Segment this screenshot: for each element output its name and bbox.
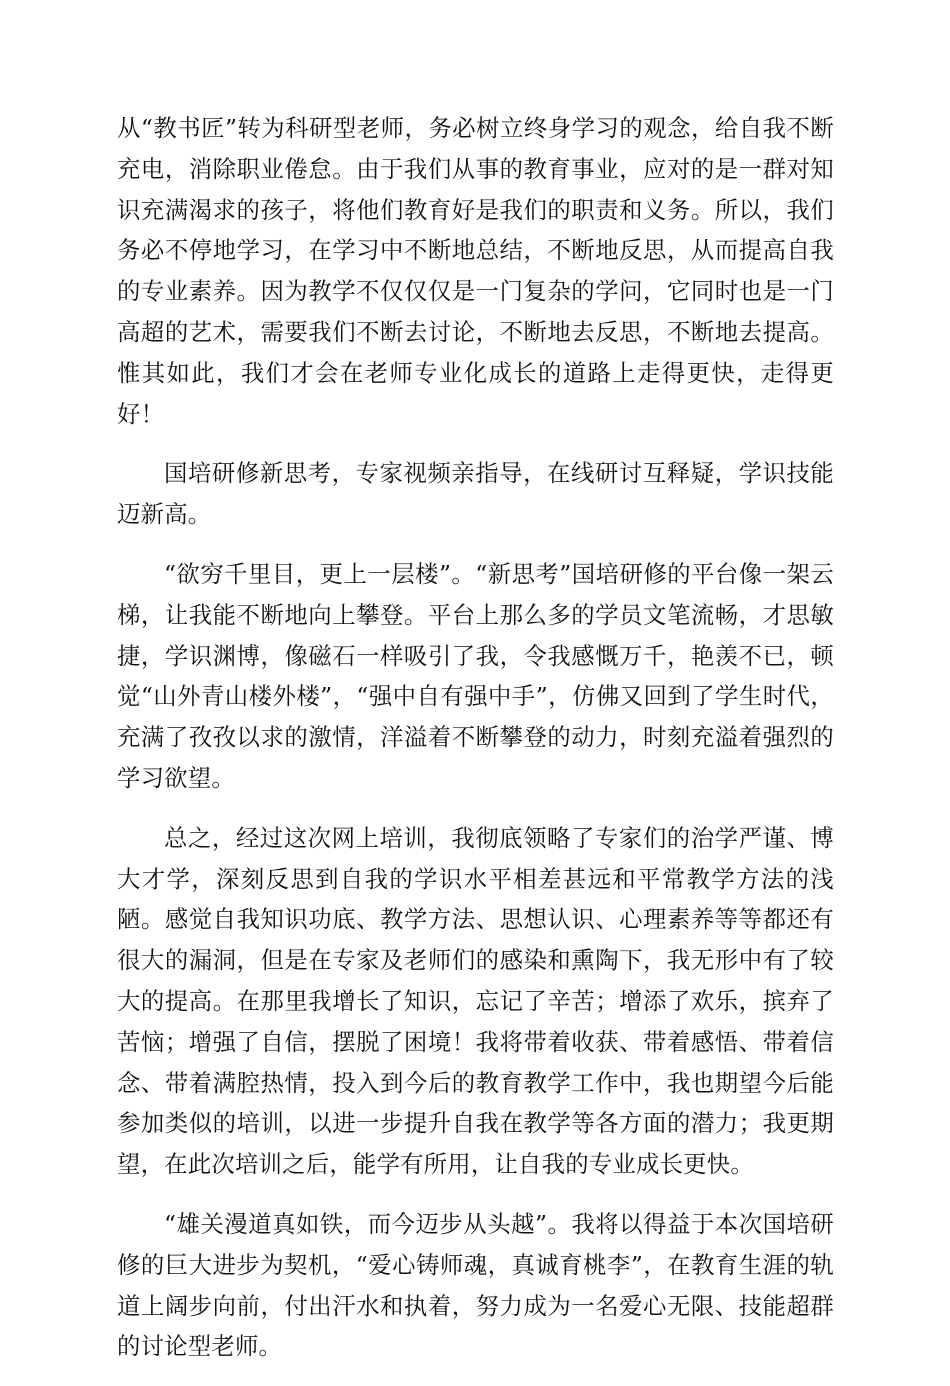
text-line: 阔步向前，付出汗水和执着，努力成为一名爱心无限、技能超群的讨论型 <box>117 1291 834 1361</box>
paragraph-5 <box>117 1204 834 1367</box>
text-line: 从“教书匠”转为科研型老师，务必树立终身学习的观念，给自我不断充 <box>117 114 834 183</box>
text-line: “雄关漫道真如铁，而今迈步从头越”。我将以得益于本次国培研修 <box>117 1209 834 1279</box>
text-line: 我知识功底、教学方法、思想认识、心理素养等等都还有很大的漏洞，但 <box>117 905 835 975</box>
text-line: 高。 <box>164 500 212 529</box>
text-line: 总之，经过这次网上培训，我彻底领略了专家们的治学严谨、博大才 <box>117 823 834 893</box>
text-line: 了困境！我将带着收获、带着感悟、带着信念、带着满腔热情，投入到今 <box>117 1027 834 1097</box>
text-line: 青山楼外楼”，“强中自有强中手”，仿佛又回到了学生时代，充满了孜 <box>117 682 834 752</box>
text-line: 师专业化成长的道路上走得更快，走得更好！ <box>117 358 834 428</box>
text-line: 增长了知识，忘记了辛苦；增添了欢乐，摈弃了苦恼；增强了自信，摆脱 <box>117 986 834 1056</box>
text-line: 电，消除职业倦怠。由于我们从事的教育事业，应对的是一群对知识充满 <box>117 154 834 224</box>
text-line: “欲穷千里目，更上一层楼”。“新思考”国培研修的平台像一架云 <box>164 559 834 588</box>
text-line: 我在教学等各方面的潜力；我更期望，在此次培训之后，能学有所用，让 <box>117 1109 835 1179</box>
document-body <box>117 108 834 1386</box>
paragraph-2 <box>117 453 834 535</box>
text-line: 自我的专业成长更快。 <box>518 1150 754 1179</box>
text-line: 孜以求的激情，洋溢着不断攀登的动力，时刻充溢着强烈的学习欲望。 <box>117 723 834 792</box>
text-line: 们不断去讨论，不断地去反思，不断地去提高。惟其如此，我们才会在老 <box>117 317 834 387</box>
paragraph-1 <box>117 108 834 434</box>
paragraph-3 <box>117 554 834 799</box>
text-line: 的巨大进步为契机，“爱心铸师魂，真诚育桃李”，在教育生涯的轨道上 <box>117 1250 835 1320</box>
text-line: 为教学不仅仅仅是一门复杂的学问，它同时也是一门高超的艺术，需要我 <box>117 277 834 346</box>
text-line: 学，深刻反思到自我的学识水平相差甚远和平常教学方法的浅陋。感觉自 <box>117 864 834 934</box>
text-line: 梯，让我能不断地向上攀登。平台上那么多的学员文笔流畅，才思敏捷， <box>117 600 834 670</box>
text-line: 是在专家及老师们的感染和熏陶下，我无形中有了较大的提高。在那里我 <box>117 946 834 1015</box>
paragraph-4 <box>117 818 834 1185</box>
text-line: 国培研修新思考，专家视频亲指导，在线研讨互释疑，学识技能迈新 <box>117 459 834 529</box>
text-line: 老师。 <box>211 1332 283 1361</box>
text-line: 学识渊博，像磁石一样吸引了我，令我感慨万千，艳羡不已，顿觉“山外 <box>117 641 834 711</box>
text-line: 渴求的孩子，将他们教育好是我们的职责和义务。所以，我们务必不停地 <box>117 195 834 265</box>
text-line: 后的教育教学工作中，我也期望今后能参加类似的培训，以进一步提升自 <box>117 1068 834 1138</box>
text-line: 学习，在学习中不断地总结，不断地反思，从而提高自我的专业素养。因 <box>117 236 835 306</box>
